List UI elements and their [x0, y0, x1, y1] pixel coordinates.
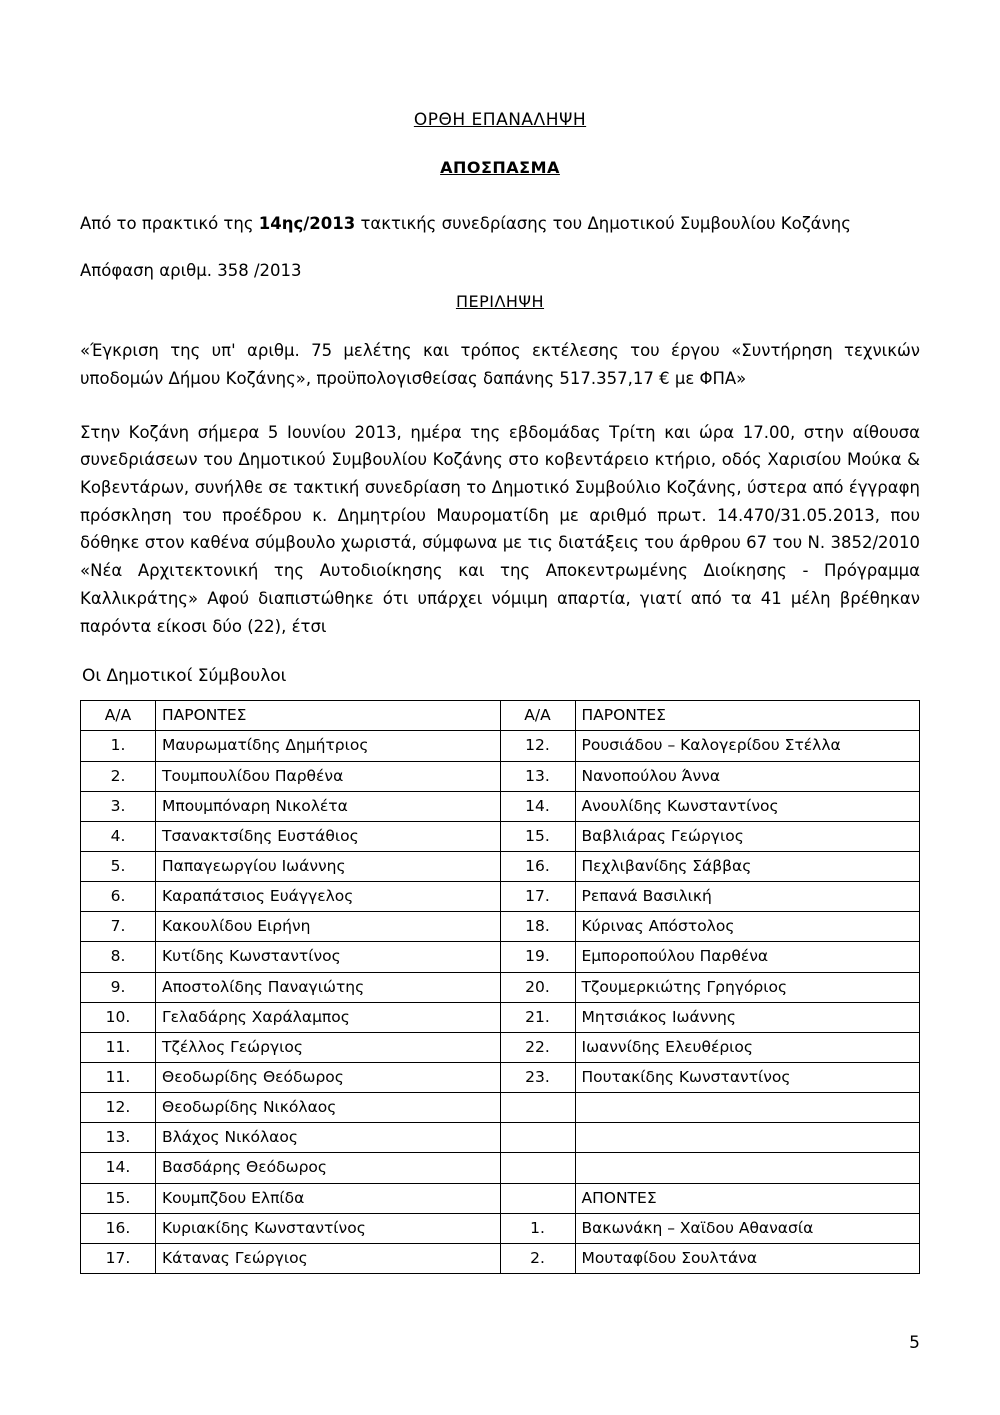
row-right-name [575, 1123, 920, 1153]
row-right-name: Εμποροπούλου Παρθένα [575, 942, 920, 972]
table-row [81, 1123, 920, 1153]
row-right-number: 18. [500, 912, 575, 942]
body-text: Στην Κοζάνη σήμερα 5 Ιουνίου 2013, ημέρα της εβδομάδας Τρίτη και ώρα 17.00, στην αίθουσα συνεδριάσεων του Δημοτικού Συμβουλίου Κοζάνης στο κοβεντάρειο κτήριο, οδός Χαρισίου Μούκα & Κοβεντάρων, συνήλθε σε τακτική συνεδρίαση το Δημοτικό Συμβούλιο Κοζάνης, ύστερα από έγγραφη πρόσκληση του προέδρου κ. Δημητρίου Μαυροματίδη με αριθμό πρωτ. 14.470/31.05.2013, που δόθηκε στον καθένα σύμβουλο χωριστά, σύμφωνα με τις διατάξεις του άρθρου 67 του Ν. 3852/2010 «Νέα Αρχιτεκτονική της Αυτοδιοίκησης και της Αποκεντρωμένης Διοίκησης - Πρόγραμμα Καλλικράτης» Αφού διαπιστώθηκε ότι υπάρχει νόμιμη απαρτία, γιατί από τα 41 μέλη βρέθηκαν παρόντα είκοσι δύο (22), έτσι [80, 422, 920, 636]
row-left-name: Κουμπζδου Ελπίδα [156, 1183, 501, 1213]
header-right-number: Α/Α [500, 701, 575, 731]
table-row [81, 821, 920, 851]
row-left-number: 11. [81, 1062, 156, 1092]
table-row [81, 882, 920, 912]
row-left-name: Τσανακτσίδης Ευστάθιος [156, 821, 501, 851]
row-right-name: Κύρινας Απόστολος [575, 912, 920, 942]
row-left-name: Κυτίδης Κωνσταντίνος [156, 942, 501, 972]
row-right-number: 14. [500, 791, 575, 821]
header-left-number: Α/Α [81, 701, 156, 731]
row-right-number: 16. [500, 852, 575, 882]
attendance-table [80, 700, 920, 1274]
table-row [81, 731, 920, 761]
page-number: 5 [909, 1333, 920, 1353]
row-left-number: 16. [81, 1213, 156, 1243]
row-right-name: Πουτακίδης Κωνσταντίνος [575, 1062, 920, 1092]
intro-prefix: Από το πρακτικό της [80, 214, 259, 233]
row-right-name: Πεχλιβανίδης Σάββας [575, 852, 920, 882]
table-row [81, 1183, 920, 1213]
row-right-name: Ρουσιάδου – Καλογερίδου Στέλλα [575, 731, 920, 761]
row-left-number: 1. [81, 731, 156, 761]
table-row [81, 1213, 920, 1243]
intro-paragraph [80, 211, 920, 238]
row-left-number: 9. [81, 972, 156, 1002]
heading-excerpt-text: ΑΠΟΣΠΑΣΜΑ [440, 158, 560, 177]
subject-text: «Έγκριση της υπ' αριθμ. 75 μελέτης και τρόπος εκτέλεσης του έργου «Συντήρηση τεχνικών υποδομών Δήμου Κοζάνης», προϋπολογισθείσας δαπάνης 517.357,17 € με ΦΠΑ» [80, 341, 920, 388]
row-left-number: 14. [81, 1153, 156, 1183]
row-right-name [575, 1093, 920, 1123]
row-right-number: 19. [500, 942, 575, 972]
table-row [81, 942, 920, 972]
row-right-number: 20. [500, 972, 575, 1002]
row-right-number [500, 1153, 575, 1183]
table-row [81, 1243, 920, 1273]
row-left-number: 8. [81, 942, 156, 972]
row-left-number: 17. [81, 1243, 156, 1273]
row-right-name: Ιωαννίδης Ελευθέριος [575, 1032, 920, 1062]
row-right-name: Ρεπανά Βασιλική [575, 882, 920, 912]
councillors-label: Οι Δημοτικοί Σύμβουλοι [82, 666, 287, 687]
table-row [81, 972, 920, 1002]
heading-correction [80, 110, 920, 130]
table-row [81, 1062, 920, 1092]
intro-suffix: τακτικής συνεδρίασης του Δημοτικού Συμβουλίου Κοζάνης [355, 214, 851, 233]
table-row [81, 1153, 920, 1183]
row-left-name: Κάτανας Γεώργιος [156, 1243, 501, 1273]
heading-correction-text: ΟΡΘΗ ΕΠΑΝΑΛΗΨΗ [413, 110, 587, 130]
row-right-name: ΑΠΟΝΤΕΣ [575, 1183, 920, 1213]
row-right-name: Μητσιάκος Ιωάννης [575, 1002, 920, 1032]
row-left-name: Παπαγεωργίου Ιωάννης [156, 852, 501, 882]
row-left-name: Αποστολίδης Παναγιώτης [156, 972, 501, 1002]
row-right-number: 23. [500, 1062, 575, 1092]
row-left-name: Μπουμπόναρη Νικολέτα [156, 791, 501, 821]
row-right-number [500, 1123, 575, 1153]
row-right-name [575, 1153, 920, 1183]
row-left-number: 2. [81, 761, 156, 791]
row-left-name: Βλάχος Νικόλαος [156, 1123, 501, 1153]
table-row [81, 791, 920, 821]
row-left-number: 11. [81, 1032, 156, 1062]
row-left-number: 15. [81, 1183, 156, 1213]
decision-number: Απόφαση αριθμ. 358 /2013 [80, 260, 302, 280]
row-right-number: 21. [500, 1002, 575, 1032]
row-right-name: Μουταφίδου Σουλτάνα [575, 1243, 920, 1273]
table-row [81, 1032, 920, 1062]
intro-session-number: 14ης/2013 [258, 214, 356, 233]
row-left-name: Τζέλλος Γεώργιος [156, 1032, 501, 1062]
row-left-number: 13. [81, 1123, 156, 1153]
row-left-name: Θεοδωρίδης Θεόδωρος [156, 1062, 501, 1092]
row-left-number: 5. [81, 852, 156, 882]
attendance-table-body [81, 731, 920, 1274]
row-right-number [500, 1183, 575, 1213]
row-left-name: Τουμπουλίδου Παρθένα [156, 761, 501, 791]
table-header-row [81, 701, 920, 731]
row-right-number: 15. [500, 821, 575, 851]
row-left-name: Γελαδάρης Χαράλαμπος [156, 1002, 501, 1032]
header-right-present: ΠΑΡΟΝΤΕΣ [575, 701, 920, 731]
row-right-number: 22. [500, 1032, 575, 1062]
row-right-number [500, 1093, 575, 1123]
row-right-name: Βαβλιάρας Γεώργιος [575, 821, 920, 851]
row-right-name: Τζουμερκιώτης Γρηγόριος [575, 972, 920, 1002]
row-left-name: Μαυρωματίδης Δημήτριος [156, 731, 501, 761]
table-row [81, 912, 920, 942]
row-left-number: 10. [81, 1002, 156, 1032]
row-left-name: Καραπάτσιος Ευάγγελος [156, 882, 501, 912]
row-right-number: 2. [500, 1243, 575, 1273]
header-left-present: ΠΑΡΟΝΤΕΣ [156, 701, 501, 731]
row-left-number: 12. [81, 1093, 156, 1123]
row-left-name: Κυριακίδης Κωνσταντίνος [156, 1213, 501, 1243]
row-left-name: Βασδάρης Θεόδωρος [156, 1153, 501, 1183]
row-right-number: 12. [500, 731, 575, 761]
row-right-number: 13. [500, 761, 575, 791]
table-row [81, 852, 920, 882]
row-left-number: 6. [81, 882, 156, 912]
row-right-number: 1. [500, 1213, 575, 1243]
row-right-name: Νανοπούλου Άννα [575, 761, 920, 791]
subject-heading [80, 292, 920, 311]
table-row [81, 1093, 920, 1123]
row-left-name: Θεοδωρίδης Νικόλαος [156, 1093, 501, 1123]
row-left-number: 7. [81, 912, 156, 942]
table-row [81, 1002, 920, 1032]
table-row [81, 761, 920, 791]
row-left-name: Κακουλίδου Ειρήνη [156, 912, 501, 942]
row-left-number: 4. [81, 821, 156, 851]
row-left-number: 3. [81, 791, 156, 821]
row-right-number: 17. [500, 882, 575, 912]
row-right-name: Ανουλίδης Κωνσταντίνος [575, 791, 920, 821]
heading-excerpt [80, 158, 920, 177]
row-right-name: Βακωνάκη – Χαϊδου Αθανασία [575, 1213, 920, 1243]
subject-heading-text: ΠΕΡΙΛΗΨΗ [455, 292, 545, 312]
